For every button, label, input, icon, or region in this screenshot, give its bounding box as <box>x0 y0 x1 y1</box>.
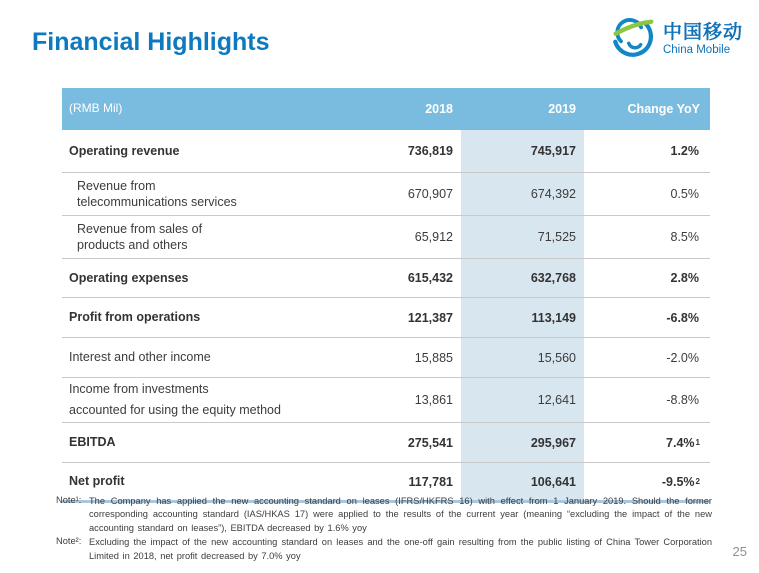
footnote-2 <box>56 536 712 563</box>
value-change: -6.8% <box>666 310 699 325</box>
value-2019: 113,149 <box>461 298 584 337</box>
row-label: Revenue from telecommunications services <box>77 178 237 209</box>
table-row-revenue-sales-products <box>62 215 710 258</box>
value-2019: 674,392 <box>461 173 584 215</box>
value-change: 8.5% <box>670 230 699 244</box>
column-gap <box>453 88 461 130</box>
row-label: Operating revenue <box>69 143 180 158</box>
logo-name-chinese: 中国移动 <box>662 22 743 44</box>
value-2018: 670,907 <box>407 187 453 201</box>
value-change: -8.8% <box>666 393 699 407</box>
china-mobile-icon <box>610 14 656 65</box>
value-change: 2.8% <box>670 271 699 285</box>
value-change: 1.2% <box>670 144 699 158</box>
value-change: 0.5% <box>670 187 699 201</box>
value-2018: 275,541 <box>407 435 453 450</box>
row-label: Income from investments accounted for using the equity method <box>69 382 281 417</box>
column-header-2018: 2018 <box>425 102 453 116</box>
value-2018: 117,781 <box>408 474 453 489</box>
financial-highlights-table <box>62 88 710 503</box>
value-change: -2.0% <box>666 350 699 365</box>
footnote-1-text: The Company has applied the new accounting standard on leases (IFRS/HKFRS 16) with effect from 1 January 2019. Should the former corresponding accounting standard (IAS/HKAS 17) were applied to the results of the current year (meaning “excluding the impact of the new accounting standard on leases”), EBITDA decreased by 1.6% yoy <box>89 496 712 533</box>
row-label: Profit from operations <box>69 310 201 325</box>
value-2019: 12,641 <box>461 378 584 422</box>
page-title: Financial Highlights <box>32 28 270 56</box>
value-2019: 15,560 <box>461 338 584 377</box>
footnotes <box>56 495 712 564</box>
row-label: Net profit <box>69 474 125 489</box>
value-2019: 745,917 <box>461 130 584 172</box>
table-row-operating-expenses <box>62 258 710 297</box>
row-label: Revenue from sales of products and others <box>77 221 203 252</box>
value-2018: 615,432 <box>407 271 453 285</box>
value-change: 7.4% 1 <box>666 435 700 450</box>
value-2019: 106,641 <box>461 463 584 500</box>
page-number: 25 <box>732 544 747 559</box>
value-2018: 65,912 <box>414 230 453 244</box>
value-2018: 13,861 <box>414 393 453 407</box>
value-2019: 71,525 <box>461 216 584 258</box>
table-header-row <box>62 88 710 130</box>
value-2019: 632,768 <box>461 259 584 297</box>
china-mobile-logo <box>610 14 743 65</box>
table-row-ebitda <box>62 422 710 462</box>
footnote-1-label: Note¹: <box>56 495 82 505</box>
table-row-profit-from-operations <box>62 297 710 337</box>
column-header-change-yoy: Change YoY <box>627 102 700 116</box>
footnote-2-label: Note²: <box>56 536 82 547</box>
unit-label: (RMB Mil) <box>69 101 123 116</box>
table-row-operating-revenue <box>62 130 710 172</box>
column-header-2019: 2019 <box>548 102 576 116</box>
logo-text <box>663 23 743 56</box>
value-2018: 121,387 <box>407 310 453 325</box>
row-label: Operating expenses <box>69 270 189 285</box>
table-row-interest-other-income <box>62 337 710 377</box>
footnote-1 <box>56 495 712 535</box>
value-change: -9.5% 2 <box>661 474 700 489</box>
footnote-2-text: Excluding the impact of the new accounting standard on leases and the one-off gain resulting from the public listing of China Tower Corporation Limited in 2018, net profit decreased by 7.0% yoy <box>89 537 712 561</box>
row-label: Interest and other income <box>69 350 211 365</box>
row-label: EBITDA <box>69 435 116 450</box>
table-row-revenue-telecom-services <box>62 172 710 215</box>
logo-name-english: China Mobile <box>662 43 731 56</box>
value-2018: 736,819 <box>407 144 453 158</box>
table-row-income-from-investments <box>62 377 710 422</box>
table-body <box>62 130 710 503</box>
value-2019: 295,967 <box>461 423 584 462</box>
value-2018: 15,885 <box>414 350 453 365</box>
